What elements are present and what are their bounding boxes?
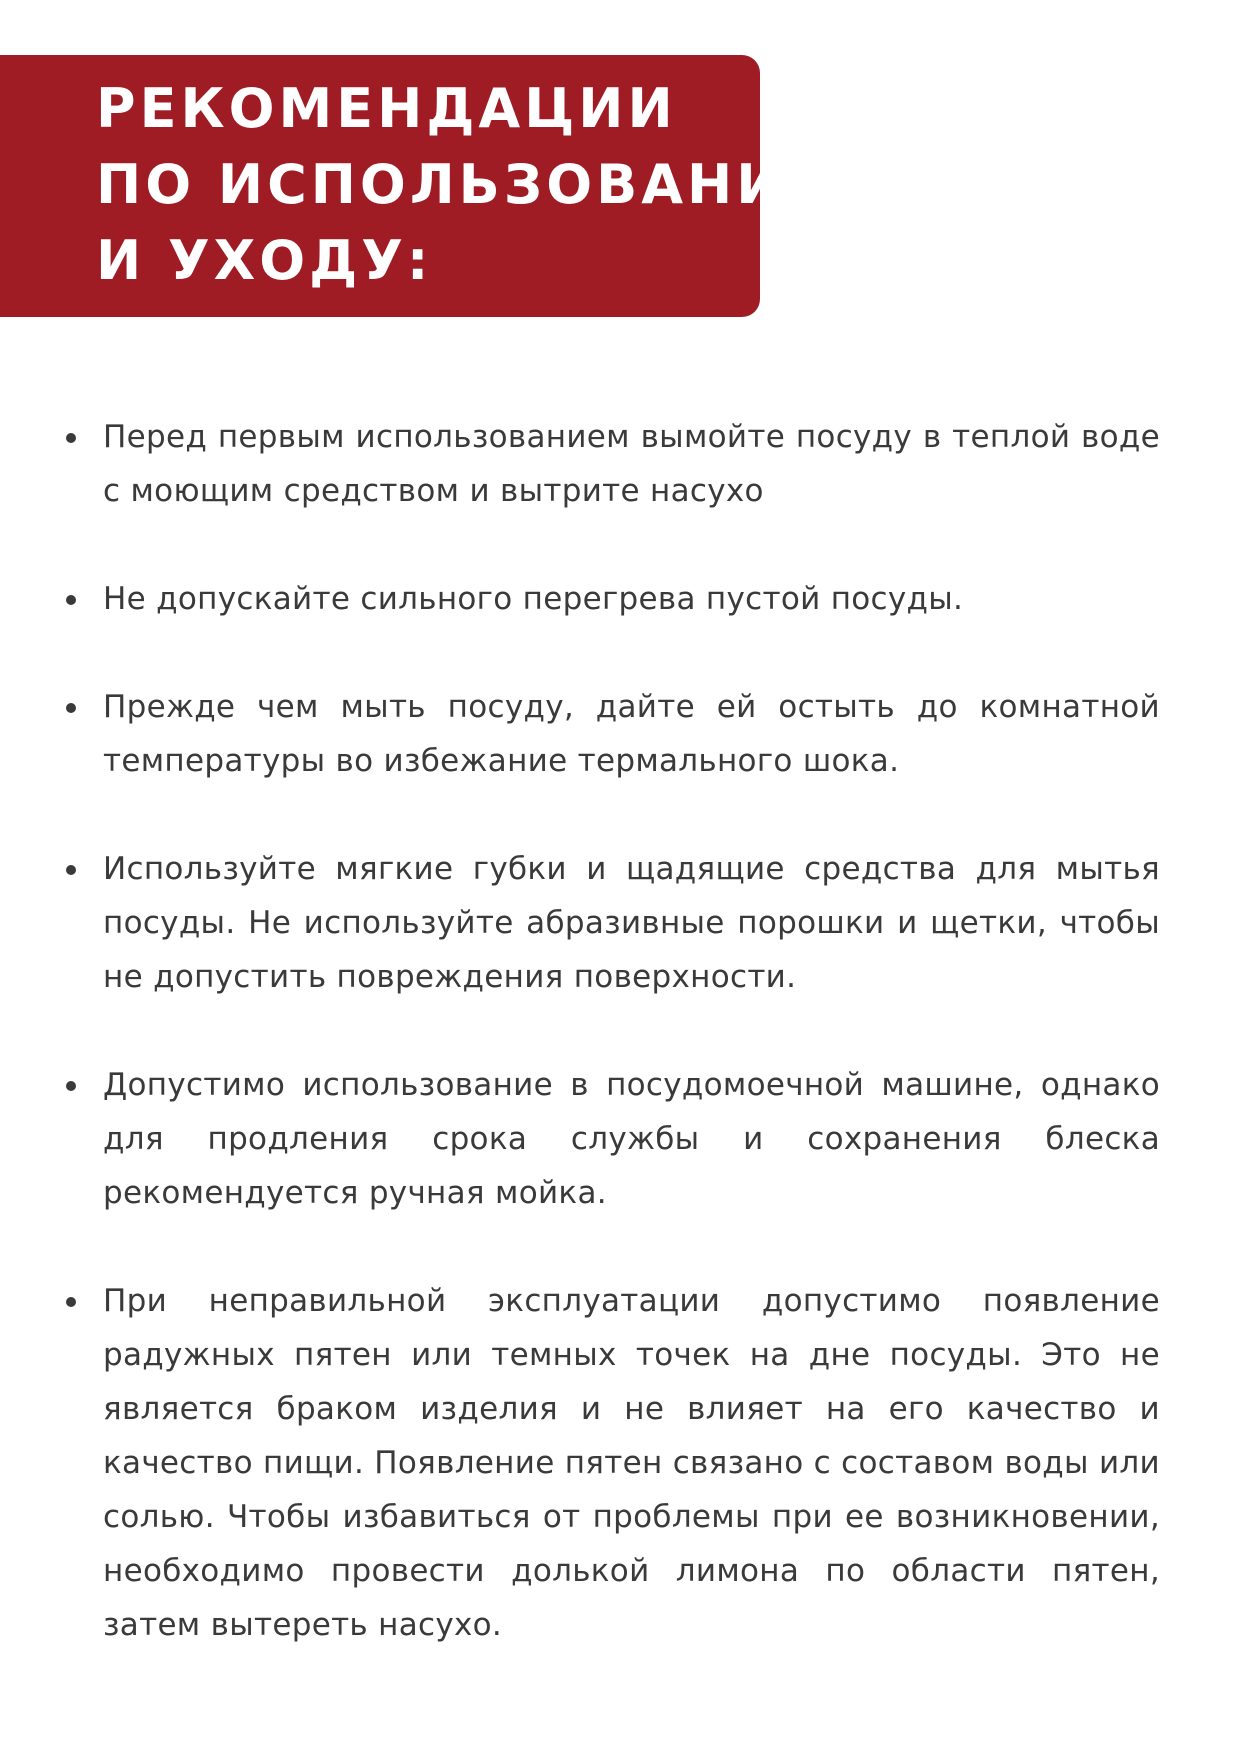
bullet-icon [66, 703, 76, 713]
tip-soft-sponges [60, 842, 1160, 1004]
tips-list [60, 410, 1160, 1652]
tip-text: При неправильной эксплуатации допустимо появление радужных пятен или темных точек на дне посуды. Это не является браком изделия и не влияет на его качество и качество пищи. Появление пятен связано с составом воды или солью. Чтобы избавиться от проблемы при ее возникновении, необходимо провести долькой лимона по области пятен, затем вытереть насухо. [103, 1283, 1160, 1643]
title-line-1: РЕКОМЕНДАЦИИ [96, 77, 677, 140]
tip-first-use [60, 410, 1160, 518]
tip-text: Допустимо использование в посудомоечной машине, однако для продления срока службы и сохранения блеска рекомендуется ручная мойка. [103, 1067, 1160, 1211]
tip-overheating [60, 572, 1160, 626]
title-line-2: ПО ИСПОЛЬЗОВАНИЮ [96, 153, 853, 216]
tip-dishwasher [60, 1058, 1160, 1220]
page-title [96, 71, 853, 299]
bullet-icon [66, 595, 76, 605]
tip-text: Не допускайте сильного перегрева пустой посуды. [103, 581, 964, 617]
header-banner [0, 55, 853, 317]
tip-cooling [60, 680, 1160, 788]
tip-text: Используйте мягкие губки и щадящие средства для мытья посуды. Не используйте абразивные порошки и щетки, чтобы не допустить повреждения поверхности. [103, 851, 1160, 995]
bullet-icon [66, 433, 76, 443]
tip-text: Перед первым использованием вымойте посуду в теплой воде с моющим средством и вытрите насухо [103, 419, 1160, 509]
bullet-icon [66, 1297, 76, 1307]
bullet-icon [66, 865, 76, 875]
tip-stains [60, 1274, 1160, 1652]
tip-text: Прежде чем мыть посуду, дайте ей остыть до комнатной температуры во избежание термального шока. [103, 689, 1160, 779]
bullet-icon [66, 1081, 76, 1091]
title-line-3: И УХОДУ: [96, 229, 433, 292]
